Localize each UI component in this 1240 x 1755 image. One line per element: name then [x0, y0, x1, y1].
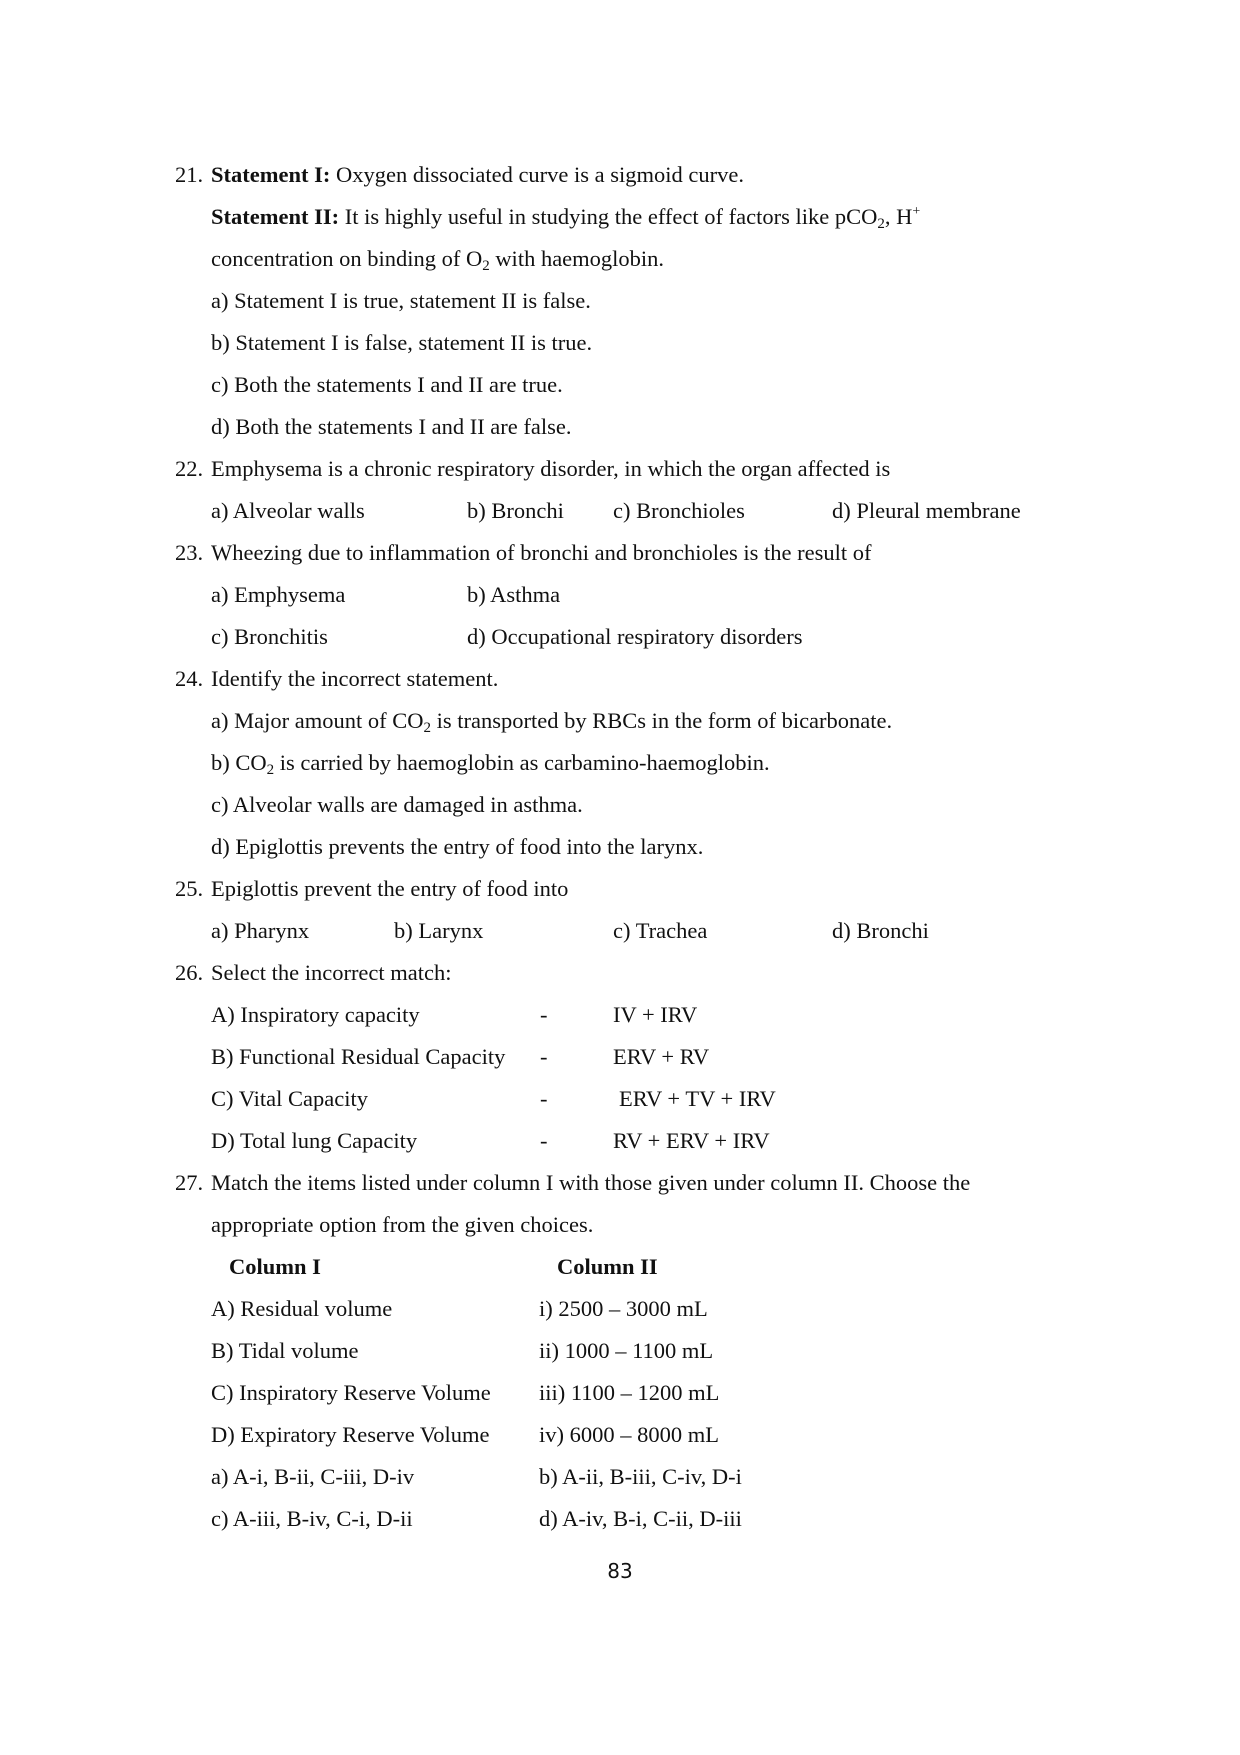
q26-row-d-dash: -: [540, 1128, 548, 1153]
q21-s2-text: It is highly useful in studying the effect of factors like pCO: [344, 204, 878, 229]
q25-option-c: c) Trachea: [613, 918, 708, 943]
q27-text: Match the items listed under column I with those given under column II. Choose the: [211, 1170, 971, 1195]
q23-option-b: b) Asthma: [467, 582, 561, 607]
q21-option-b-text: b) Statement I is false, statement II is true.: [211, 330, 593, 355]
q27-option-b: b) A-ii, B-iii, C-iv, D-i: [539, 1464, 742, 1489]
q27-option-c: c) A-iii, B-iv, C-i, D-ii: [211, 1506, 413, 1531]
q27-number: 27.: [175, 1170, 204, 1195]
q22-option-a: a) Alveolar walls: [211, 498, 365, 523]
q21-s2-label: Statement II:: [211, 204, 340, 229]
q23-option-d: d) Occupational respiratory disorders: [467, 624, 803, 649]
q26-row-a-label: A) Inspiratory capacity: [211, 1002, 420, 1027]
q25-text: Epiglottis prevent the entry of food into: [211, 876, 569, 901]
q21-s2-line2-sub: 2: [482, 258, 490, 274]
q22-option-c: c) Bronchioles: [613, 498, 745, 523]
q27-column-2-header: Column II: [557, 1254, 658, 1279]
q21-s2-sub: 2: [877, 216, 885, 232]
q24-option-d-text: d) Epiglottis prevents the entry of food into the larynx.: [211, 834, 704, 859]
q25-number: 25.: [175, 876, 204, 901]
q24-option-a-text: a) Major amount of CO: [211, 708, 424, 733]
q26-row-b-value: ERV + RV: [613, 1044, 710, 1069]
q26-row-c-value: ERV + TV + IRV: [619, 1086, 776, 1111]
q22-option-d: d) Pleural membrane: [832, 498, 1021, 523]
q21-option-c-text: c) Both the statements I and II are true.: [211, 372, 563, 397]
q24-option-c-text: c) Alveolar walls are damaged in asthma.: [211, 792, 583, 817]
q26-row-c-dash: -: [540, 1086, 548, 1111]
q24-option-a-sub: 2: [423, 720, 431, 736]
q27-option-a: a) A-i, B-ii, C-iii, D-iv: [211, 1464, 415, 1489]
q26-row-c-label: C) Vital Capacity: [211, 1086, 368, 1111]
page-number: 83: [607, 1559, 633, 1583]
q22-number: 22.: [175, 456, 204, 481]
q26-row-a-value: IV + IRV: [613, 1002, 698, 1027]
q26-row-d-value: RV + ERV + IRV: [613, 1128, 770, 1153]
q26-number: 26.: [175, 960, 204, 985]
q24-option-b-sub: 2: [266, 762, 275, 778]
q21-option-a-text: a) Statement I is true, statement II is false.: [211, 288, 591, 313]
q25-option-d: d) Bronchi: [832, 918, 929, 943]
q21-number: 21.: [175, 162, 204, 187]
q27-text-cont: appropriate option from the given choices.: [211, 1212, 594, 1237]
q21-option-d-text: d) Both the statements I and II are false.: [211, 414, 572, 439]
q23-option-c: c) Bronchitis: [211, 624, 328, 649]
q27-row-d-right: iv) 6000 – 8000 mL: [539, 1422, 719, 1447]
q23-option-a: a) Emphysema: [211, 582, 346, 607]
q27-row-d-left: D) Expiratory Reserve Volume: [211, 1422, 490, 1447]
q26-row-a-dash: -: [540, 1002, 548, 1027]
q23-number: 23.: [175, 540, 204, 565]
q27-row-a-left: A) Residual volume: [211, 1296, 393, 1321]
q21-s2-line2: concentration on binding of O: [211, 246, 483, 271]
q24-number: 24.: [175, 666, 204, 691]
q24-text: Identify the incorrect statement.: [211, 666, 499, 691]
q24-option-b-text: b) CO: [211, 750, 267, 775]
q26-row-b-label: B) Functional Residual Capacity: [211, 1044, 506, 1069]
q22-text: Emphysema is a chronic respiratory disorder, in which the organ affected is: [211, 456, 891, 481]
q24-option-b-text-2: is carried by haemoglobin as carbamino-haemoglobin.: [274, 750, 770, 775]
q25-option-b: b) Larynx: [394, 918, 484, 943]
q27-row-b-left: B) Tidal volume: [211, 1338, 359, 1363]
q21-s2-line2-b: with haemoglobin.: [489, 246, 665, 271]
q27-row-b-right: ii) 1000 – 1100 mL: [539, 1338, 714, 1363]
q26-text: Select the incorrect match:: [211, 960, 452, 985]
q21-s1-label: Statement I:: [211, 162, 331, 187]
q25-option-a: a) Pharynx: [211, 918, 310, 943]
q26-row-b-dash: -: [540, 1044, 548, 1069]
q24-option-a-text-2: is transported by RBCs in the form of bicarbonate.: [430, 708, 893, 733]
q21-s2-text-b: , H: [884, 204, 913, 229]
q27-row-a-right: i) 2500 – 3000 mL: [539, 1296, 708, 1321]
q27-column-1-header: Column I: [229, 1254, 321, 1279]
q26-row-d-label: D) Total lung Capacity: [211, 1128, 418, 1153]
q23-text: Wheezing due to inflammation of bronchi and bronchioles is the result of: [211, 540, 872, 565]
q27-row-c-left: C) Inspiratory Reserve Volume: [211, 1380, 491, 1405]
q27-option-d: d) A-iv, B-i, C-ii, D-iii: [539, 1506, 742, 1531]
q22-option-b: b) Bronchi: [467, 498, 564, 523]
q21-s2-sup: +: [912, 204, 921, 219]
q21-s1-text: Oxygen dissociated curve is a sigmoid curve.: [335, 162, 745, 187]
q27-row-c-right: iii) 1100 – 1200 mL: [539, 1380, 720, 1405]
